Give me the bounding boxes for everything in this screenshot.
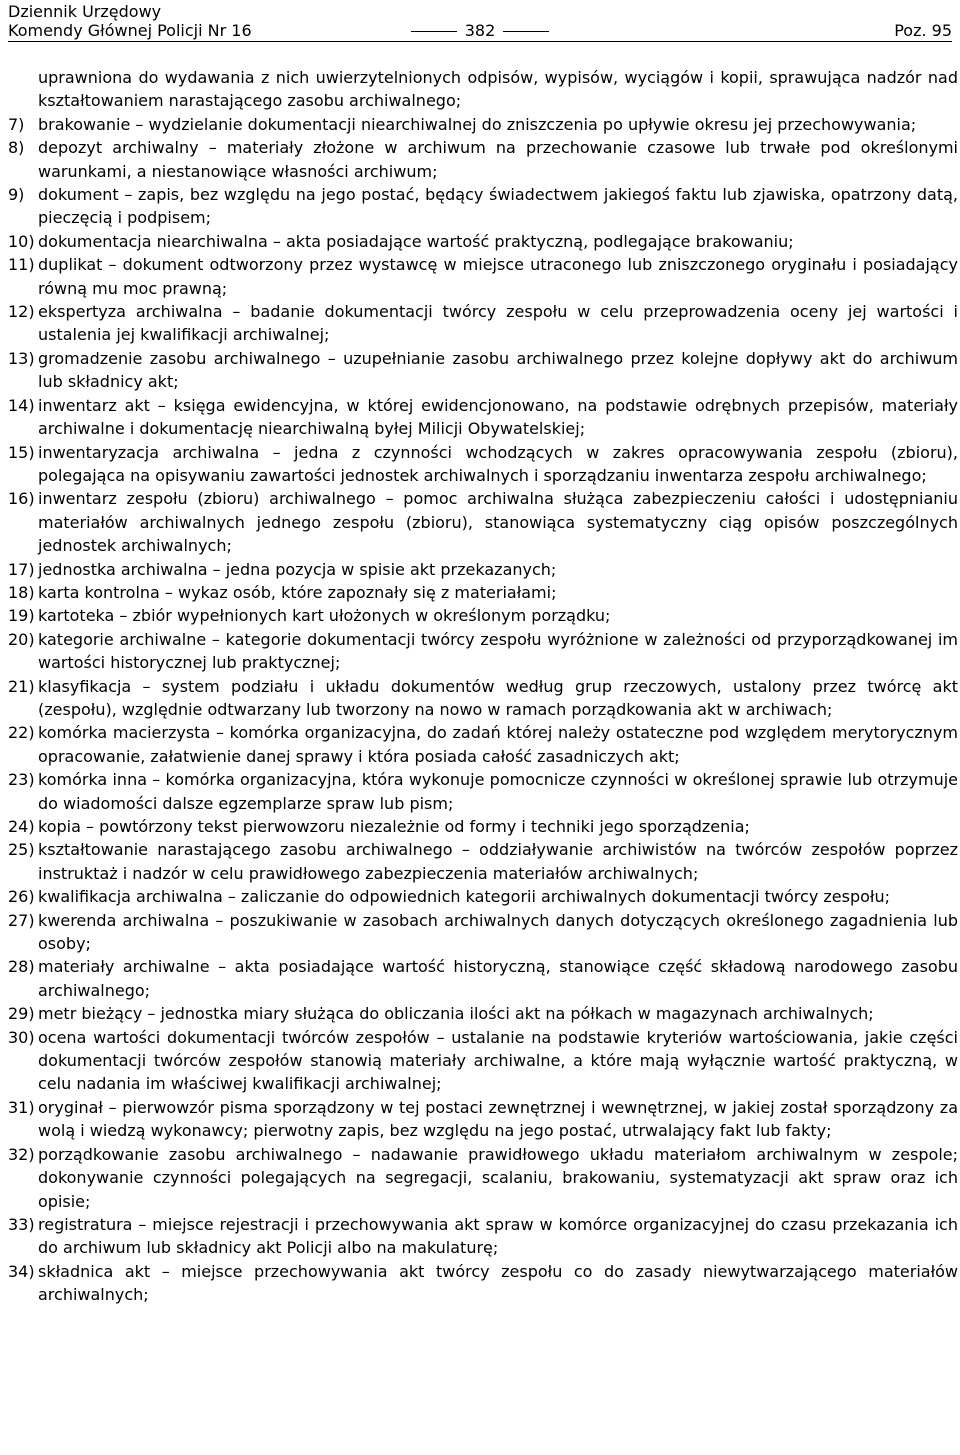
item-number: 17) xyxy=(8,559,35,579)
list-item xyxy=(8,1026,958,1096)
item-number: 26) xyxy=(8,887,35,907)
list-item xyxy=(8,1260,958,1307)
item-number: 29) xyxy=(8,1004,35,1024)
item-number: 8) xyxy=(8,138,25,158)
item-number: 33) xyxy=(8,1214,35,1234)
list-item xyxy=(8,885,958,908)
list-item xyxy=(8,768,958,815)
list-item xyxy=(8,113,958,136)
list-item xyxy=(8,441,958,488)
item-number: 27) xyxy=(8,910,35,930)
item-text: jednostka archiwalna – jedna pozycja w spisie akt przekazanych; xyxy=(38,559,557,579)
list-item xyxy=(8,1002,958,1025)
item-number: 24) xyxy=(8,817,35,836)
intro-paragraph: uprawniona do wydawania z nich uwierzytelnionych odpisów, wypisów, wyciągów i kopii, sprawująca nadzór nad kształtowaniem narastającego zasobu archiwalnego; xyxy=(38,68,958,111)
item-number: 30) xyxy=(8,1027,35,1047)
item-number: 22) xyxy=(8,723,35,743)
list-item xyxy=(8,955,958,1002)
item-text: registratura – miejsce rejestracji i przechowywania akt spraw w komórce organizacyjnej do czasu przekazania ich do archiwum lub składnicy akt Policji albo na makulaturę; xyxy=(38,1214,958,1258)
page-number xyxy=(8,21,952,40)
item-number: 34) xyxy=(8,1261,35,1281)
definitions-list xyxy=(8,113,958,1307)
item-number: 9) xyxy=(8,185,25,205)
item-number: 19) xyxy=(8,606,35,626)
list-item xyxy=(8,394,958,441)
item-number: 28) xyxy=(8,957,35,977)
item-text: materiały archiwalne – akta posiadające wartość historyczną, stanowiące część składową narodowego zasobu archiwalnego; xyxy=(38,957,958,1000)
item-text: kwerenda archiwalna – poszukiwanie w zasobach archiwalnych danych dotyczących określonego zagadnienia lub osoby; xyxy=(38,910,958,954)
list-item xyxy=(8,604,958,627)
item-text: ekspertyza archiwalna – badanie dokumentacji twórcy zespołu w celu przeprowadzenia oceny jej wartości i ustalenia jej kwalifikacji archiwalnej; xyxy=(38,302,958,345)
item-number: 25) xyxy=(8,840,35,860)
item-text: brakowanie – wydzielanie dokumentacji niearchiwalnej do zniszczenia po upływie okresu jej przechowywania; xyxy=(38,114,917,134)
list-item xyxy=(8,230,958,253)
list-item xyxy=(8,1213,958,1260)
dash-left xyxy=(411,31,457,32)
list-item xyxy=(8,253,958,300)
list-item xyxy=(8,1096,958,1143)
list-item xyxy=(8,347,958,394)
item-text: ocena wartości dokumentacji twórców zespołów – ustalanie na podstawie kryteriów wartościowania, jakie części dokumentacji twórców zespołów stanowią materiały archiwalne, a które mają wyłącznie wartość praktyczną, w celu nadania im właściwej kwalifikacji archiwalnej; xyxy=(38,1027,958,1094)
list-item xyxy=(8,183,958,230)
item-text: dokumentacja niearchiwalna – akta posiadające wartość praktyczną, podlegające brakowaniu; xyxy=(38,231,794,251)
list-item xyxy=(8,909,958,956)
item-text: depozyt archiwalny – materiały złożone w archiwum na przechowanie czasowe lub trwałe pod określonymi warunkami, a niestanowiące własności archiwum; xyxy=(38,138,958,181)
item-text: kopia – powtórzony tekst pierwowzoru niezależnie od formy i techniki jego sporządzenia; xyxy=(38,817,750,836)
item-text: oryginał – pierwowzór pisma sporządzony w tej postaci zewnętrznej i wewnętrznej, w jakiej został sporządzony za wolą i wiedzą wykonawcy; pierwotny zapis, bez względu na jego postać, utrwalający fakt lub fakty; xyxy=(38,1097,958,1141)
item-text: komórka inna – komórka organizacyjna, która wykonuje pomocnicze czynności w określonej sprawie lub otrzymuje do wiadomości dalsze egzemplarze spraw lub pism; xyxy=(38,770,958,813)
header-rule xyxy=(8,41,952,42)
page-header xyxy=(8,0,952,42)
list-item xyxy=(8,300,958,347)
journal-title-line2: Komendy Głównej Policji Nr 16 xyxy=(8,21,252,40)
dash-right xyxy=(503,31,549,32)
item-number: 12) xyxy=(8,302,35,322)
item-text: metr bieżący – jednostka miary służąca do obliczania ilości akt na półkach w magazynach archiwalnych; xyxy=(38,1004,874,1024)
item-text: duplikat – dokument odtworzony przez wystawcę w miejsce utraconego lub zniszczonego oryginału i posiadający równą mu moc prawną; xyxy=(38,255,958,298)
item-text: inwentarz akt – księga ewidencyjna, w której ewidencjonowano, na podstawie odrębnych przepisów, materiały archiwalne i dokumentację niearchiwalną byłej Milicji Obywatelskiej; xyxy=(38,395,958,439)
item-text: składnica akt – miejsce przechowywania akt twórcy zespołu co do zasady niewytwarzającego materiałów archiwalnych; xyxy=(38,1261,958,1305)
list-item xyxy=(8,675,958,722)
item-text: kategorie archiwalne – kategorie dokumentacji twórcy zespołu wyróżnione w zależności od przyporządkowanej im wartości historycznej lub praktycznej; xyxy=(38,629,958,673)
list-item xyxy=(8,1143,958,1213)
list-item xyxy=(8,628,958,675)
item-number: 11) xyxy=(8,255,35,275)
item-number: 20) xyxy=(8,629,35,649)
item-number: 16) xyxy=(8,489,35,509)
item-text: inwentarz zespołu (zbioru) archiwalnego – pomoc archiwalna służąca zabezpieczeniu całości i udostępnianiu materiałów archiwalnych jednego zespołu (zbioru), stanowiąca systematyczny ciąg opisów poszczególnych jednostek archiwalnych; xyxy=(38,489,958,556)
list-item xyxy=(8,838,958,885)
item-number: 10) xyxy=(8,231,35,251)
list-item xyxy=(8,558,958,581)
item-text: gromadzenie zasobu archiwalnego – uzupełnianie zasobu archiwalnego przez kolejne dopływy akt do archiwum lub składnicy akt; xyxy=(38,348,958,392)
list-item xyxy=(8,581,958,604)
item-number: 15) xyxy=(8,442,35,462)
list-item xyxy=(8,136,958,183)
item-number: 32) xyxy=(8,1144,35,1164)
item-text: kształtowanie narastającego zasobu archiwalnego – oddziaływanie archiwistów na twórców zespołów poprzez instruktaż i nadzór w celu prawidłowego zabezpieczenia materiałów archiwalnych; xyxy=(38,840,958,883)
item-number: 31) xyxy=(8,1097,35,1117)
item-number: 13) xyxy=(8,348,35,368)
document-body xyxy=(8,66,958,1307)
item-text: inwentaryzacja archiwalna – jedna z czynności wchodzących w zakres opracowywania zespołu (zbioru), polegająca na opisywaniu zawartości jednostek archiwalnych i sporządzaniu inwentarza zespołu archiwalnego; xyxy=(38,442,958,485)
item-text: karta kontrolna – wykaz osób, które zapoznały się z materiałami; xyxy=(38,582,557,602)
item-number: 21) xyxy=(8,676,35,696)
item-text: klasyfikacja – system podziału i układu dokumentów według grup rzeczowych, ustalony przez twórcę akt (zespołu), względnie odtwarzany lub tworzony na nowo w ramach porządkowania akt w archiwach; xyxy=(38,676,958,719)
item-text: kwalifikacja archiwalna – zaliczanie do odpowiednich kategorii archiwalnych dokumentacji twórcy zespołu; xyxy=(38,887,890,907)
journal-title-line1: Dziennik Urzędowy xyxy=(8,2,162,21)
list-item xyxy=(8,815,958,838)
item-number: 14) xyxy=(8,395,35,415)
item-text: porządkowanie zasobu archiwalnego – nadawanie prawidłowego układu materiałom archiwalnym w zespole; dokonywanie czynności polegających na segregacji, scalaniu, brakowaniu, systematyzacji akt spraw oraz ich opisie; xyxy=(38,1144,958,1211)
item-number: 7) xyxy=(8,114,25,134)
position-number: Poz. 95 xyxy=(894,21,952,40)
list-item xyxy=(8,487,958,557)
item-number: 23) xyxy=(8,770,35,790)
item-text: komórka macierzysta – komórka organizacyjna, do zadań której należy ostateczne pod względem merytorycznym opracowanie, załatwienie danej sprawy i która posiada całość zasadniczych akt; xyxy=(38,723,958,766)
item-text: dokument – zapis, bez względu na jego postać, będący świadectwem jakiegoś faktu lub zjawiska, opatrzony datą, pieczęcią i podpisem; xyxy=(38,185,958,228)
item-text: kartoteka – zbiór wypełnionych kart ułożonych w określonym porządku; xyxy=(38,606,611,626)
list-item xyxy=(8,721,958,768)
item-number: 18) xyxy=(8,582,35,602)
page-number-value: 382 xyxy=(464,21,496,40)
